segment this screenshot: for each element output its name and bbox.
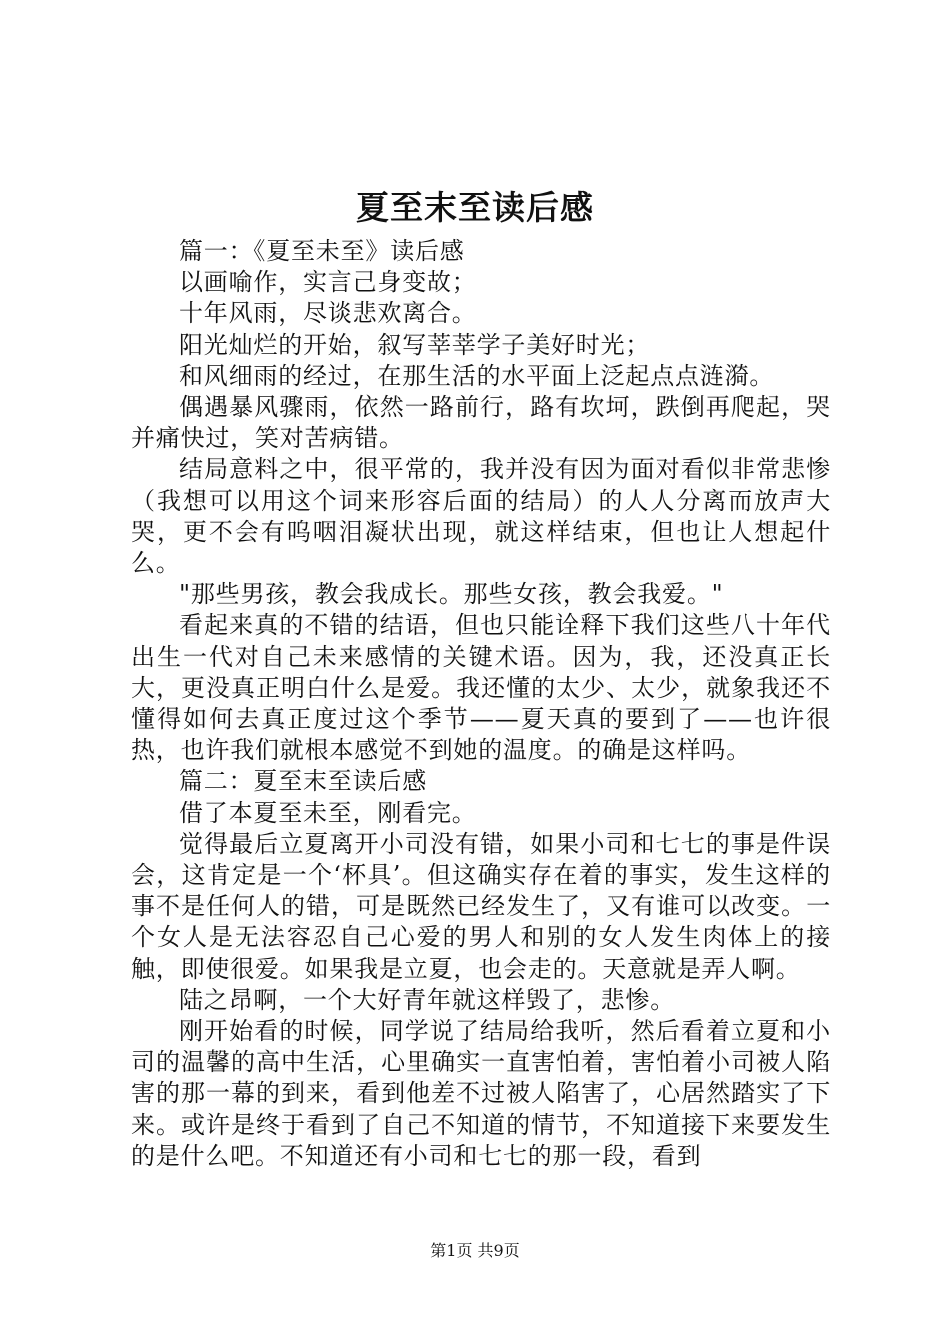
page-number-footer: 第1页 共9页 <box>430 1241 520 1260</box>
paragraph-1: 篇一：《夏至未至》读后感 <box>179 237 465 265</box>
paragraph-12: 觉得最后立夏离开小司没有错，如果小司和七七的事是件误会，这肯定是一个‘杯具’。但这确实存在着的事实，发生这样的事不是任何人的错，可是既然已经发生了，又有谁可以改变。一个女人是无法容忍自己心爱的男人和别的女人发生肉体上的接触，即使很爱。如果我是立夏，也会走的。天意就是弄人啊。 <box>131 829 831 983</box>
paragraph-11: 借了本夏至未至，刚看完。 <box>179 798 477 827</box>
paragraph-6: 偶遇暴风骤雨，依然一路前行，路有坎坷，跌倒再爬起，哭并痛快过，笑对苦病错。 <box>131 393 831 453</box>
paragraph-3: 十年风雨，尽谈悲欢离合。 <box>179 299 477 328</box>
paragraph-9: 看起来真的不错的结语，但也只能诠释下我们这些八十年代出生一代对自己未来感情的关键术语。因为，我，还没真正长大，更没真正明白什么是爱。我还懂的太少、太少，就象我还不懂得如何去真正度过这个季节——夏天真的要到了——也许很热，也许我们就根本感觉不到她的温度。的确是这样吗。 <box>131 611 831 765</box>
paragraph-10: 篇二：夏至末至读后感 <box>179 767 427 796</box>
paragraph-13: 陆之昂啊，一个大好青年就这样毁了，悲惨。 <box>179 985 675 1014</box>
paragraph-4: 阳光灿烂的开始，叙写莘莘学子美好时光； <box>179 330 651 359</box>
paragraph-7: 结局意料之中，很平常的，我并没有因为面对看似非常悲惨（我想可以用这个词来形容后面的结局）的人人分离而放声大哭，更不会有呜咽泪凝状出现，就这样结束，但也让人想起什么。 <box>131 455 831 578</box>
paragraph-2: 以画喻作，实言己身变故； <box>179 268 477 297</box>
document-body <box>131 236 831 1172</box>
paragraph-14: 刚开始看的时候，同学说了结局给我听，然后看着立夏和小司的温馨的高中生活，心里确实一直害怕着，害怕着小司被人陷害的那一幕的到来，看到他差不过被人陷害了，心居然踏实了下来。或许是终于看到了自己不知道的情节，不知道接下来要发生的是什么吧。不知道还有小司和七七的那一段，看到 <box>131 1017 831 1170</box>
paragraph-8: "那些男孩，教会我成长。那些女孩，教会我爱。" <box>179 580 724 609</box>
document-title: 夏至末至读后感 <box>356 188 594 227</box>
paragraph-5: 和风细雨的经过，在那生活的水平面上泛起点点涟漪。 <box>179 361 775 390</box>
